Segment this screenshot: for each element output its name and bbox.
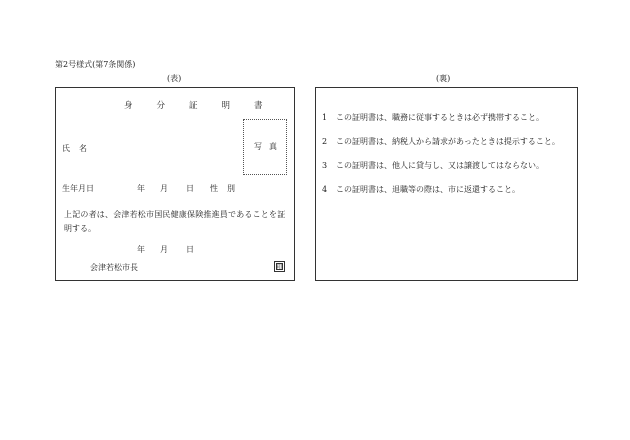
gender-label: 性別 xyxy=(210,184,244,193)
issue-year-label: 年 xyxy=(137,245,145,254)
note-text: この証明書は、職務に従事するときは必ず携帯すること。 xyxy=(336,113,544,122)
issue-month-label: 月 xyxy=(160,245,168,254)
back-side-label: (裏) xyxy=(436,74,451,83)
card-title: 身分証明書 xyxy=(124,101,287,111)
issuer-label: 会津若松市長 xyxy=(90,263,138,272)
note-number: 1 xyxy=(322,113,328,122)
form-label: 第2号様式(第7条関係) xyxy=(55,60,136,69)
note-number: 3 xyxy=(322,161,328,170)
seal-text: 印 xyxy=(276,264,283,271)
note-item xyxy=(322,186,520,194)
note-item xyxy=(322,114,544,122)
birth-month-label: 月 xyxy=(160,184,168,193)
front-side-label: (表) xyxy=(167,74,182,83)
note-number: 2 xyxy=(322,137,328,146)
photo-label: 写真 xyxy=(254,142,284,151)
note-text: この証明書は、納税人から請求があったときは提示すること。 xyxy=(336,137,560,146)
note-text: この証明書は、退職等の際は、市に返還すること。 xyxy=(336,185,520,194)
name-label: 氏名 xyxy=(62,144,96,153)
birth-date-label: 生年月日 xyxy=(62,184,94,193)
certification-text-line2: 明する。 xyxy=(64,224,96,233)
issue-day-label: 日 xyxy=(186,245,194,254)
birth-year-label: 年 xyxy=(137,184,145,193)
note-text: この証明書は、他人に貸与し、又は譲渡してはならない。 xyxy=(336,161,544,170)
note-number: 4 xyxy=(322,185,328,194)
birth-day-label: 日 xyxy=(186,184,194,193)
note-item xyxy=(322,138,560,146)
seal-stamp xyxy=(274,261,285,272)
certification-text-line1: 上記の者は、会津若松市国民健康保険推進員であることを証 xyxy=(64,210,286,219)
note-item xyxy=(322,162,544,170)
